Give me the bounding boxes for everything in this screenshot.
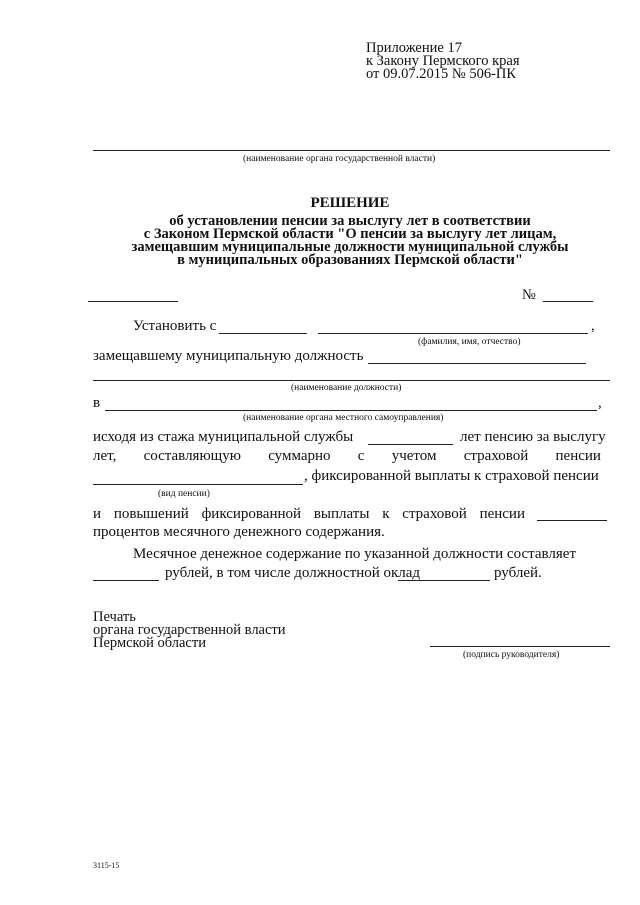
word: и [93,506,102,522]
percent-text: процентов месячного денежного содержания. [93,524,385,540]
document-title: РЕШЕНИЕ [310,195,390,211]
salary-amount-field[interactable] [93,580,159,581]
position-field-1[interactable] [368,363,586,364]
word: пенсии [555,448,601,464]
word: пенсии [479,506,525,522]
fio-field[interactable] [318,333,588,334]
local-government-caption: (наименование органа местного самоуправления) [243,413,444,423]
word: учетом [391,448,437,464]
word: выплаты [313,506,370,522]
word: фиксированной [201,506,302,522]
pension-type-caption: (вид пенсии) [158,489,210,499]
increase-line [93,506,525,523]
stamp-line-1: Печать [93,609,136,625]
organ-name-caption: (наименование органа государственной власти) [243,154,436,164]
position-field-2[interactable] [93,380,610,381]
fio-comma: , [591,318,595,334]
signature-caption: (подпись руководителя) [463,650,560,660]
word: лет, [93,448,117,464]
word: с [357,448,365,464]
subtitle-line-1: об установлении пенсии за выслугу лет в соответствии [169,213,531,229]
stamp-line-2: органа государственной власти [93,622,286,638]
salary-text: рублей, в том числе должностной оклад [165,565,421,581]
word: повышений [113,506,189,522]
establish-date-field[interactable] [219,333,307,334]
pension-sum-line [93,448,601,465]
decision-number-field[interactable] [543,301,593,302]
establish-label: Установить с [133,318,217,334]
subtitle-line-3: замещавшим муниципальные должности муниципальной службы [131,239,569,255]
word: суммарно [268,448,331,464]
stamp-line-3: Пермской области [93,635,206,651]
subtitle-line-4: в муниципальных образованиях Пермской области" [177,252,523,268]
experience-years-field[interactable] [368,444,453,445]
pension-type-field[interactable] [93,484,303,485]
word: страховой [402,506,467,522]
decision-date-field[interactable] [88,301,178,302]
appendix-line-3: от 09.07.2015 № 506-ПК [366,66,517,82]
position-caption: (наименование должности) [291,383,402,393]
experience-text: исходя из стажа муниципальной службы [93,429,354,445]
percent-field[interactable] [537,520,607,521]
fixed-payment-text: , фиксированной выплаты к страховой пенсии [304,468,599,484]
fio-caption: (фамилия, имя, отчество) [418,337,521,347]
local-government-comma: , [598,395,602,411]
experience-text-2: лет пенсию за выслугу [460,429,606,445]
salary-text-2: рублей. [494,565,542,581]
number-sign: № [522,287,536,303]
word: к [382,506,390,522]
salary-line-1: Месячное денежное содержание по указанной должности составляет [133,546,576,562]
appendix-line-2: к Закону Пермского края [366,53,520,69]
word: страховой [463,448,529,464]
word: составляющую [143,448,241,464]
footer-code: 3115-15 [93,861,120,870]
subtitle-line-2: с Законом Пермской области "О пенсии за выслугу лет лицам, [143,226,557,242]
position-label: замещавшему муниципальную должность [93,348,364,364]
signature-field[interactable] [430,646,610,647]
in-prefix: в [93,395,101,411]
appendix-line-1: Приложение 17 [366,40,462,56]
official-salary-field[interactable] [398,580,490,581]
organ-name-field[interactable] [93,150,610,151]
local-government-field[interactable] [105,410,597,411]
